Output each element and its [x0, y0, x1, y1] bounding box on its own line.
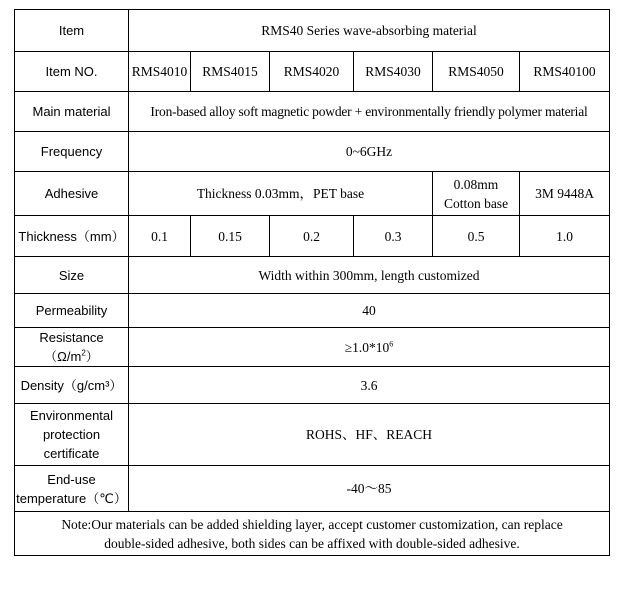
certificate-value: ROHS、HF、REACH — [129, 404, 610, 466]
resistance-label-text: Resistance（Ω/m — [39, 330, 104, 364]
adhesive-cotton-line1: 0.08mm — [453, 176, 499, 192]
row-temperature — [15, 466, 610, 512]
row-certificate — [15, 404, 610, 466]
row-permeability — [15, 294, 610, 328]
density-value: 3.6 — [129, 367, 610, 404]
resistance-label — [15, 328, 129, 367]
adhesive-cotton-line2: Cotton base — [443, 195, 509, 211]
certificate-label-line1: Environmental — [29, 408, 114, 423]
model-cell: RMS4050 — [433, 52, 520, 92]
temperature-label-line1: End-use — [47, 471, 96, 487]
row-density — [15, 367, 610, 404]
row-item-no — [15, 52, 610, 92]
thickness-cell: 0.5 — [433, 216, 520, 257]
frequency-label: Frequency — [15, 132, 129, 172]
permeability-value: 40 — [129, 294, 610, 328]
frequency-value: 0~6GHz — [129, 132, 610, 172]
spec-table — [14, 9, 610, 556]
size-value: Width within 300mm, length customized — [129, 257, 610, 294]
model-cell: RMS4010 — [129, 52, 191, 92]
thickness-cell: 0.1 — [129, 216, 191, 257]
row-main-material — [15, 92, 610, 132]
main-material-label: Main material — [15, 92, 129, 132]
certificate-label-line2: protection — [42, 427, 101, 442]
note-line2: double-sided adhesive, both sides can be affixed with double-sided adhesive. — [104, 535, 520, 551]
temperature-label-line2: temperature（℃） — [16, 490, 127, 506]
note-line1: Note:Our materials can be added shielding layer, accept customer customization, can replace — [61, 516, 563, 532]
item-no-label: Item NO. — [15, 52, 129, 92]
row-frequency — [15, 132, 610, 172]
size-label: Size — [15, 257, 129, 294]
adhesive-tape: 3M 9448A — [520, 172, 610, 216]
certificate-label-line3: certificate — [43, 446, 100, 461]
resistance-label-exponent: 2 — [81, 348, 86, 358]
main-material-value: Iron-based alloy soft magnetic powder + environmentally friendly polymer material — [129, 92, 610, 132]
model-cell: RMS40100 — [520, 52, 610, 92]
certificate-label — [15, 404, 129, 466]
item-value: RMS40 Series wave-absorbing material — [129, 10, 610, 52]
temperature-label — [15, 466, 129, 512]
item-label: Item — [15, 10, 129, 52]
resistance-value-base: ≥1.0*10 — [344, 339, 390, 355]
adhesive-pet: Thickness 0.03mm，PET base — [129, 172, 433, 216]
model-cell: RMS4020 — [270, 52, 354, 92]
thickness-label: Thickness（mm） — [15, 216, 129, 257]
thickness-cell: 0.2 — [270, 216, 354, 257]
note — [15, 512, 610, 556]
adhesive-cotton — [433, 172, 520, 216]
row-adhesive — [15, 172, 610, 216]
thickness-cell: 0.15 — [191, 216, 270, 257]
resistance-value-exponent: 6 — [389, 339, 394, 348]
model-cell: RMS4015 — [191, 52, 270, 92]
adhesive-label: Adhesive — [15, 172, 129, 216]
permeability-label: Permeability — [15, 294, 129, 328]
row-item — [15, 10, 610, 52]
resistance-value — [129, 328, 610, 367]
resistance-label-close: ） — [85, 349, 99, 364]
row-resistance — [15, 328, 610, 367]
density-label: Density（g/cm³） — [15, 367, 129, 404]
temperature-value: -40～85 — [129, 466, 610, 512]
thickness-cell: 0.3 — [354, 216, 433, 257]
row-thickness — [15, 216, 610, 257]
row-note — [15, 512, 610, 556]
row-size — [15, 257, 610, 294]
model-cell: RMS4030 — [354, 52, 433, 92]
thickness-cell: 1.0 — [520, 216, 610, 257]
